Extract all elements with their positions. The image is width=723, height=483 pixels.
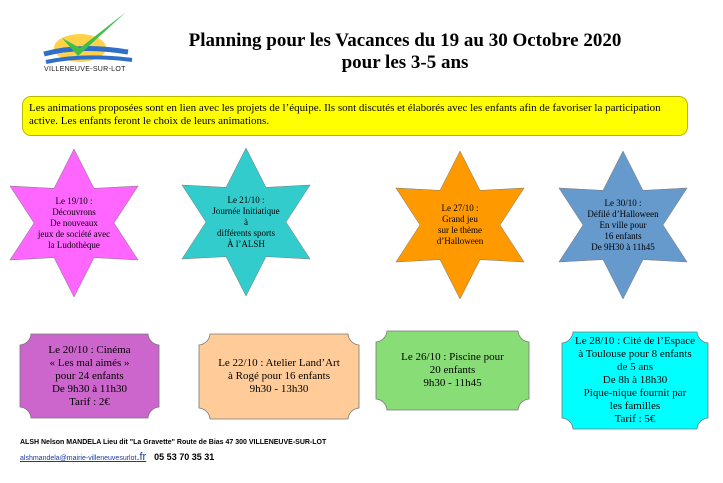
star-activity bbox=[548, 150, 698, 300]
star-text bbox=[548, 150, 698, 300]
star-line: De nouveaux bbox=[50, 217, 98, 228]
star-line: la Ludothèque bbox=[48, 239, 100, 250]
star-line: Grand jeu bbox=[442, 214, 478, 224]
plaque-line: Tarif : 5€ bbox=[614, 413, 656, 425]
star-line: Le 30/10 : bbox=[604, 197, 642, 208]
plaque-line: De 8h à 18h30 bbox=[602, 374, 668, 386]
checkmark-sun-logo-icon bbox=[40, 10, 140, 72]
plaque-text bbox=[375, 330, 530, 411]
plaque-line: les familles bbox=[609, 400, 661, 412]
star-line: À l’ALSH bbox=[227, 238, 265, 249]
email-link[interactable]: alshmandela@mairie-villeneuvesurlot.fr bbox=[20, 451, 147, 463]
plaque-line: Le 28/10 : Cité de l’Espace bbox=[574, 335, 696, 347]
star-line: 16 enfants bbox=[604, 230, 642, 241]
star-text bbox=[171, 147, 321, 297]
plaque-line: Le 20/10 : Cinéma bbox=[48, 343, 131, 356]
plaque-line: Le 26/10 : Piscine pour bbox=[401, 351, 504, 363]
plaque-line: Tarif : 2€ bbox=[69, 395, 110, 408]
plaque-activity bbox=[198, 333, 360, 420]
plaque-line: de 5 ans bbox=[616, 361, 654, 373]
star-line: à bbox=[244, 216, 248, 227]
plaque-activity bbox=[561, 331, 709, 430]
star-line: De 9H30 à 11h45 bbox=[591, 241, 655, 252]
star-line: Le 27/10 : bbox=[441, 203, 479, 213]
plaque-line: pour 24 enfants bbox=[55, 369, 124, 382]
star-line: Le 19/10 : bbox=[55, 195, 93, 206]
plaque-line: Le 22/10 : Atelier Land’Art bbox=[218, 357, 340, 369]
plaque-text bbox=[198, 333, 360, 420]
star-line: différents sports bbox=[216, 227, 276, 238]
star-line: Journée Initiatique bbox=[212, 205, 280, 216]
star-line: d’Halloween bbox=[436, 236, 484, 246]
plaque-line: 9h30 - 13h30 bbox=[249, 383, 309, 395]
plaque-line: Pique-nique fournit par bbox=[583, 387, 687, 399]
star-activity bbox=[171, 147, 321, 297]
star-line: Défilé d’Halloween bbox=[587, 208, 659, 219]
page-title bbox=[150, 30, 660, 74]
star-line: Le 21/10 : bbox=[227, 194, 265, 205]
title-line-2: pour les 3-5 ans bbox=[341, 52, 469, 73]
plaque-text bbox=[561, 331, 709, 430]
star-line: Découvrons bbox=[52, 206, 96, 217]
star-line: sur le thème bbox=[438, 225, 482, 235]
star-line: jeux de société avec bbox=[37, 228, 111, 239]
phone-number: 05 53 70 35 31 bbox=[154, 452, 215, 462]
logo-text: VILLENEUVE-SUR-LOT bbox=[44, 66, 126, 73]
star-text bbox=[0, 148, 149, 298]
plaque-text bbox=[19, 333, 160, 419]
plaque-activity bbox=[375, 330, 530, 411]
footer-contact bbox=[20, 451, 214, 463]
plaque-activity bbox=[19, 333, 160, 419]
star-activity bbox=[0, 148, 149, 298]
intro-box: Les animations proposées sont en lien avec les projets de l’équipe. Ils sont discutés et élaborés avec les enfants afin de favoriser la participation active. Les enfants feront le choix de leurs animations. bbox=[22, 96, 688, 136]
star-text bbox=[385, 150, 535, 300]
plaque-line: « Les mal aimés » bbox=[49, 356, 130, 369]
plaque-line: à Toulouse pour 8 enfants bbox=[578, 348, 692, 360]
star-line: En ville pour bbox=[599, 219, 647, 230]
star-activity bbox=[385, 150, 535, 300]
plaque-line: De 9h30 à 11h30 bbox=[51, 382, 128, 395]
footer-address: ALSH Nelson MANDELA Lieu dit "La Gravette" Route de Bias 47 300 VILLENEUVE-SUR-LOT bbox=[20, 439, 327, 446]
plaque-line: 20 enfants bbox=[429, 364, 476, 376]
plaque-line: à Rogé pour 16 enfants bbox=[227, 370, 331, 382]
title-line-1: Planning pour les Vacances du 19 au 30 Octobre 2020 bbox=[188, 30, 622, 51]
plaque-line: 9h30 - 11h45 bbox=[423, 377, 482, 389]
